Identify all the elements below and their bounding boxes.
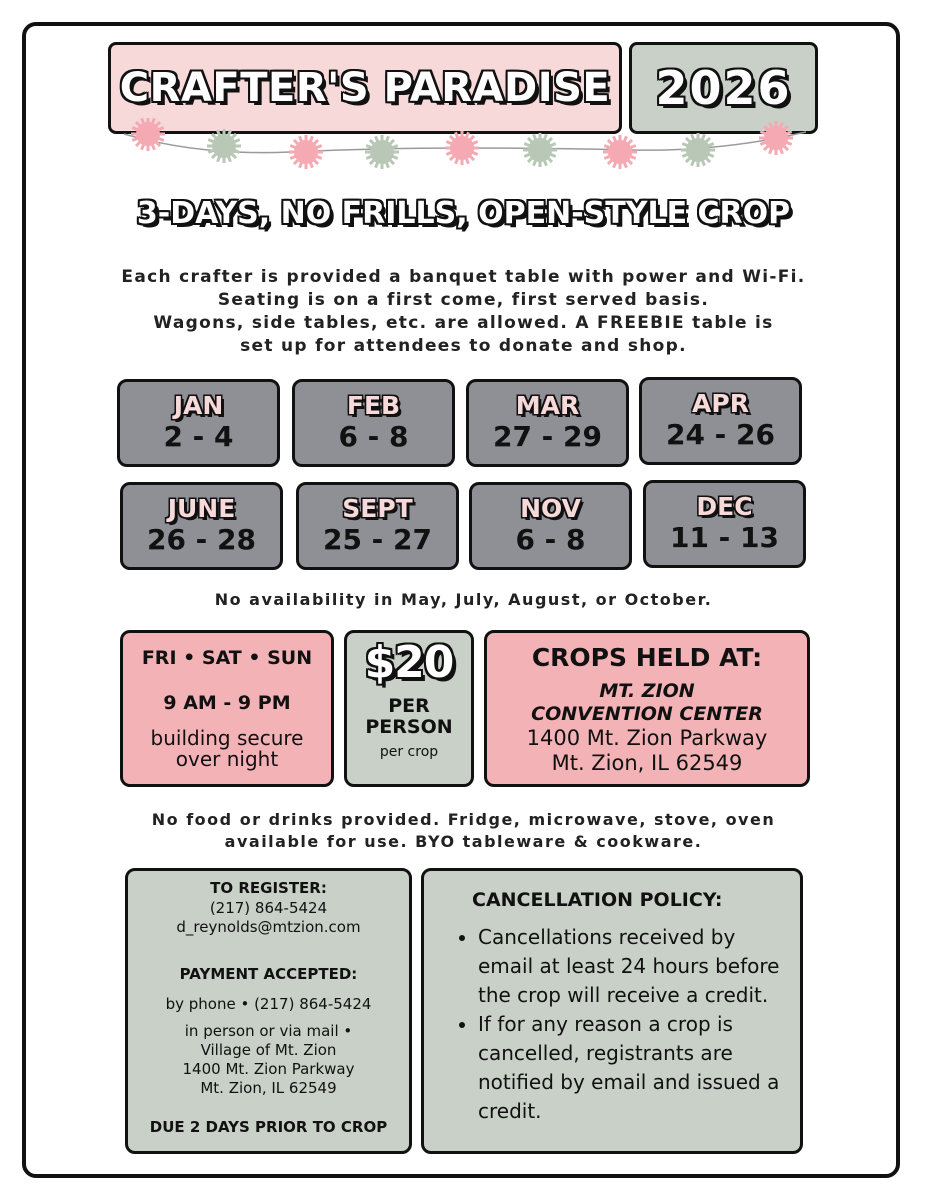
policy-item: • If for any reason a crop is cancelled, registrants are notified by email and issued a credit. — [478, 1010, 784, 1126]
venue-card — [484, 630, 810, 787]
date-days: 11 - 13 — [669, 521, 780, 554]
schedule-hours: 9 AM - 9 PM — [163, 692, 291, 714]
intro-line: Seating is on a first come, first served basis. — [217, 290, 710, 310]
date-tile-mar — [466, 379, 629, 467]
date-days: 6 - 8 — [338, 420, 409, 453]
venue-name-line1: MT. ZION — [599, 680, 695, 702]
pompom-icon — [365, 135, 399, 169]
payment-heading: PAYMENT ACCEPTED: — [179, 965, 358, 983]
date-days: 25 - 27 — [322, 523, 433, 556]
date-month: DEC — [696, 492, 753, 521]
price-card — [344, 630, 474, 787]
payment-due: DUE 2 DAYS PRIOR TO CROP — [149, 1118, 388, 1136]
price-amount: $20 — [364, 637, 454, 688]
pompom-icon — [207, 129, 241, 163]
register-email: d_reynolds@mtzion.com — [176, 918, 361, 936]
date-days: 2 - 4 — [163, 420, 234, 453]
schedule-card — [120, 630, 334, 787]
intro-line: Each crafter is provided a banquet table with power and Wi-Fi. — [121, 267, 806, 287]
date-tile-sept — [296, 482, 459, 570]
date-tile-dec — [643, 480, 806, 568]
date-tile-feb — [292, 379, 455, 467]
date-month: NOV — [520, 494, 581, 523]
pompom-icon — [289, 135, 323, 169]
date-days: 27 - 29 — [492, 420, 603, 453]
register-heading: TO REGISTER: — [210, 879, 327, 897]
venue-city: Mt. Zion, IL 62549 — [551, 751, 743, 775]
schedule-note: building secure over night — [150, 726, 304, 771]
pompom-icon — [759, 121, 793, 155]
payment-street: 1400 Mt. Zion Parkway — [182, 1060, 355, 1078]
venue-street: 1400 Mt. Zion Parkway — [526, 726, 768, 750]
food-note-line2: available for use. BYO tableware & cookware. — [224, 832, 703, 851]
date-month: JUNE — [167, 494, 236, 523]
price-per-person-text: PER PERSON — [365, 695, 453, 738]
date-month: JAN — [173, 391, 224, 420]
payment-by-phone: by phone • (217) 864-5424 — [165, 995, 372, 1013]
date-tile-jan — [117, 379, 280, 467]
date-month: MAR — [515, 391, 580, 420]
price-per-crop: per crop — [379, 744, 439, 760]
payment-city: Mt. Zion, IL 62549 — [200, 1079, 337, 1097]
venue-name-line2: CONVENTION CENTER — [531, 703, 763, 725]
pompom-icon — [445, 131, 479, 165]
policy-list — [424, 923, 800, 1126]
register-phone: (217) 864-5424 — [209, 899, 328, 917]
date-days: 26 - 28 — [146, 523, 257, 556]
date-days: 6 - 8 — [515, 523, 586, 556]
cancellation-policy-card — [421, 868, 803, 1154]
price-per-person — [347, 696, 471, 738]
payment-village: Village of Mt. Zion — [200, 1041, 337, 1059]
date-month: FEB — [346, 391, 401, 420]
intro-text — [60, 266, 867, 358]
pompom-icon — [681, 133, 715, 167]
register-card — [125, 868, 412, 1154]
date-tile-nov — [469, 482, 632, 570]
venue-heading: CROPS HELD AT: — [531, 643, 763, 672]
venue-name — [487, 680, 807, 726]
payment-in-person: in person or via mail • — [184, 1022, 353, 1040]
date-month: APR — [692, 389, 749, 418]
intro-line: Wagons, side tables, etc. are allowed. A FREEBIE table is — [153, 313, 774, 333]
pompom-garland — [120, 118, 810, 180]
pompom-icon — [603, 135, 637, 169]
flyer-title: CRAFTER'S PARADISE — [119, 65, 611, 111]
pompom-icon — [131, 118, 165, 151]
flyer-subtitle: 3-DAYS, NO FRILLS, OPEN-STYLE CROP — [136, 196, 791, 231]
policy-item: • Cancellations received by email at least 24 hours before the crop will receive a credit. — [478, 923, 784, 1010]
intro-line: set up for attendees to donate and shop. — [240, 336, 687, 356]
date-days: 24 - 26 — [665, 418, 776, 451]
date-month: SEPT — [342, 494, 413, 523]
availability-note: No availability in May, July, August, or October. — [214, 590, 713, 609]
date-tile-apr — [639, 377, 802, 465]
schedule-days: FRI • SAT • SUN — [141, 647, 313, 669]
pompom-icon — [523, 133, 557, 167]
flyer-year: 2026 — [655, 61, 792, 115]
food-note — [0, 809, 927, 853]
policy-heading: CANCELLATION POLICY: — [472, 889, 723, 911]
food-note-line1: No food or drinks provided. Fridge, microwave, stove, oven — [151, 810, 776, 829]
date-tile-june — [120, 482, 283, 570]
